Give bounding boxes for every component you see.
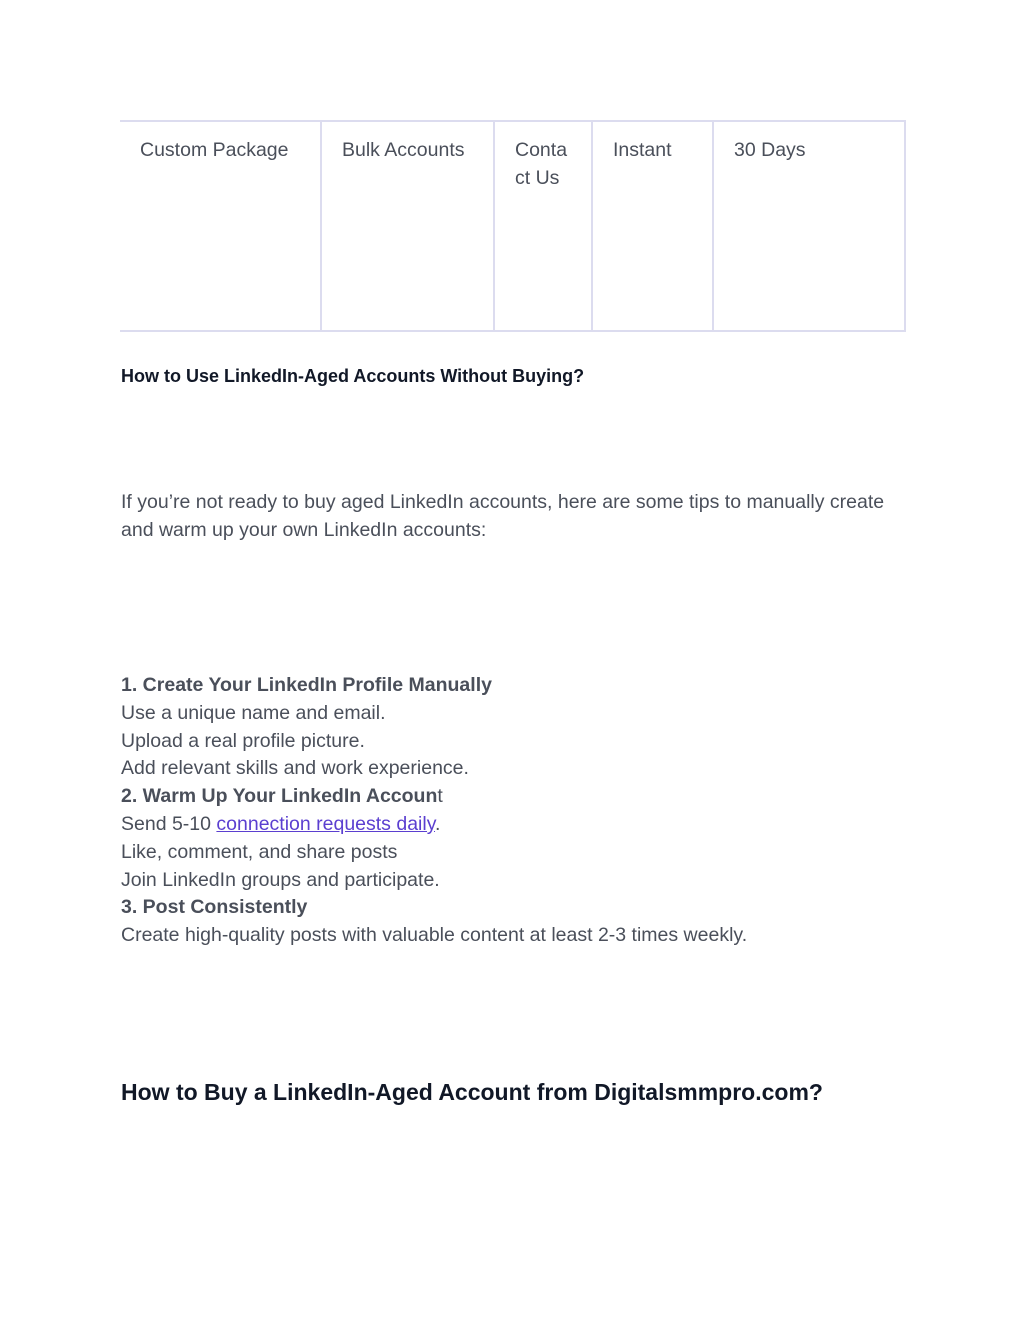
step-1-title: 1. Create Your LinkedIn Profile Manually (121, 674, 492, 696)
table-cell-delivery: Instant (592, 121, 713, 331)
table-row (120, 121, 905, 331)
step-2-title-bold: 2. Warm Up Your LinkedIn Accoun (121, 785, 438, 808)
table-cell-package: Custom Package (120, 121, 321, 331)
connection-requests-link[interactable]: connection requests daily (216, 812, 436, 835)
step-1-item: Upload a real profile picture. (121, 729, 365, 752)
pricing-table (120, 120, 906, 332)
intro-paragraph: If you’re not ready to buy aged LinkedIn accounts, here are some tips to manually create and warm up your own LinkedIn accounts: (121, 491, 885, 541)
step-2-item: Like, comment, and share posts (121, 840, 398, 863)
step-1-item: Add relevant skills and work experience. (121, 757, 469, 780)
section-heading-how-to-buy: How to Buy a LinkedIn-Aged Account from Digitalsmmpro.com? (121, 1079, 823, 1105)
step-2-item: Join LinkedIn groups and participate. (121, 868, 440, 891)
table-cell-price: Contact Us (494, 121, 592, 331)
section-heading-use-without-buying: How to Use LinkedIn-Aged Accounts Without Buying? (121, 366, 585, 386)
steps-list (121, 672, 911, 950)
step-3-title: 3. Post Consistently (121, 896, 308, 919)
step-3-item: Create high-quality posts with valuable content at least 2-3 times weekly. (121, 924, 748, 947)
table-cell-quantity: Bulk Accounts (321, 121, 494, 331)
step-2-item-suffix: . (435, 812, 441, 835)
table-cell-warranty: 30 Days (713, 121, 905, 331)
step-2-item (121, 811, 911, 839)
step-2-item-prefix: Send 5-10 (121, 812, 217, 835)
step-2-title (121, 783, 911, 811)
step-1-item: Use a unique name and email. (121, 701, 386, 724)
step-2-title-tail: t (437, 785, 443, 808)
